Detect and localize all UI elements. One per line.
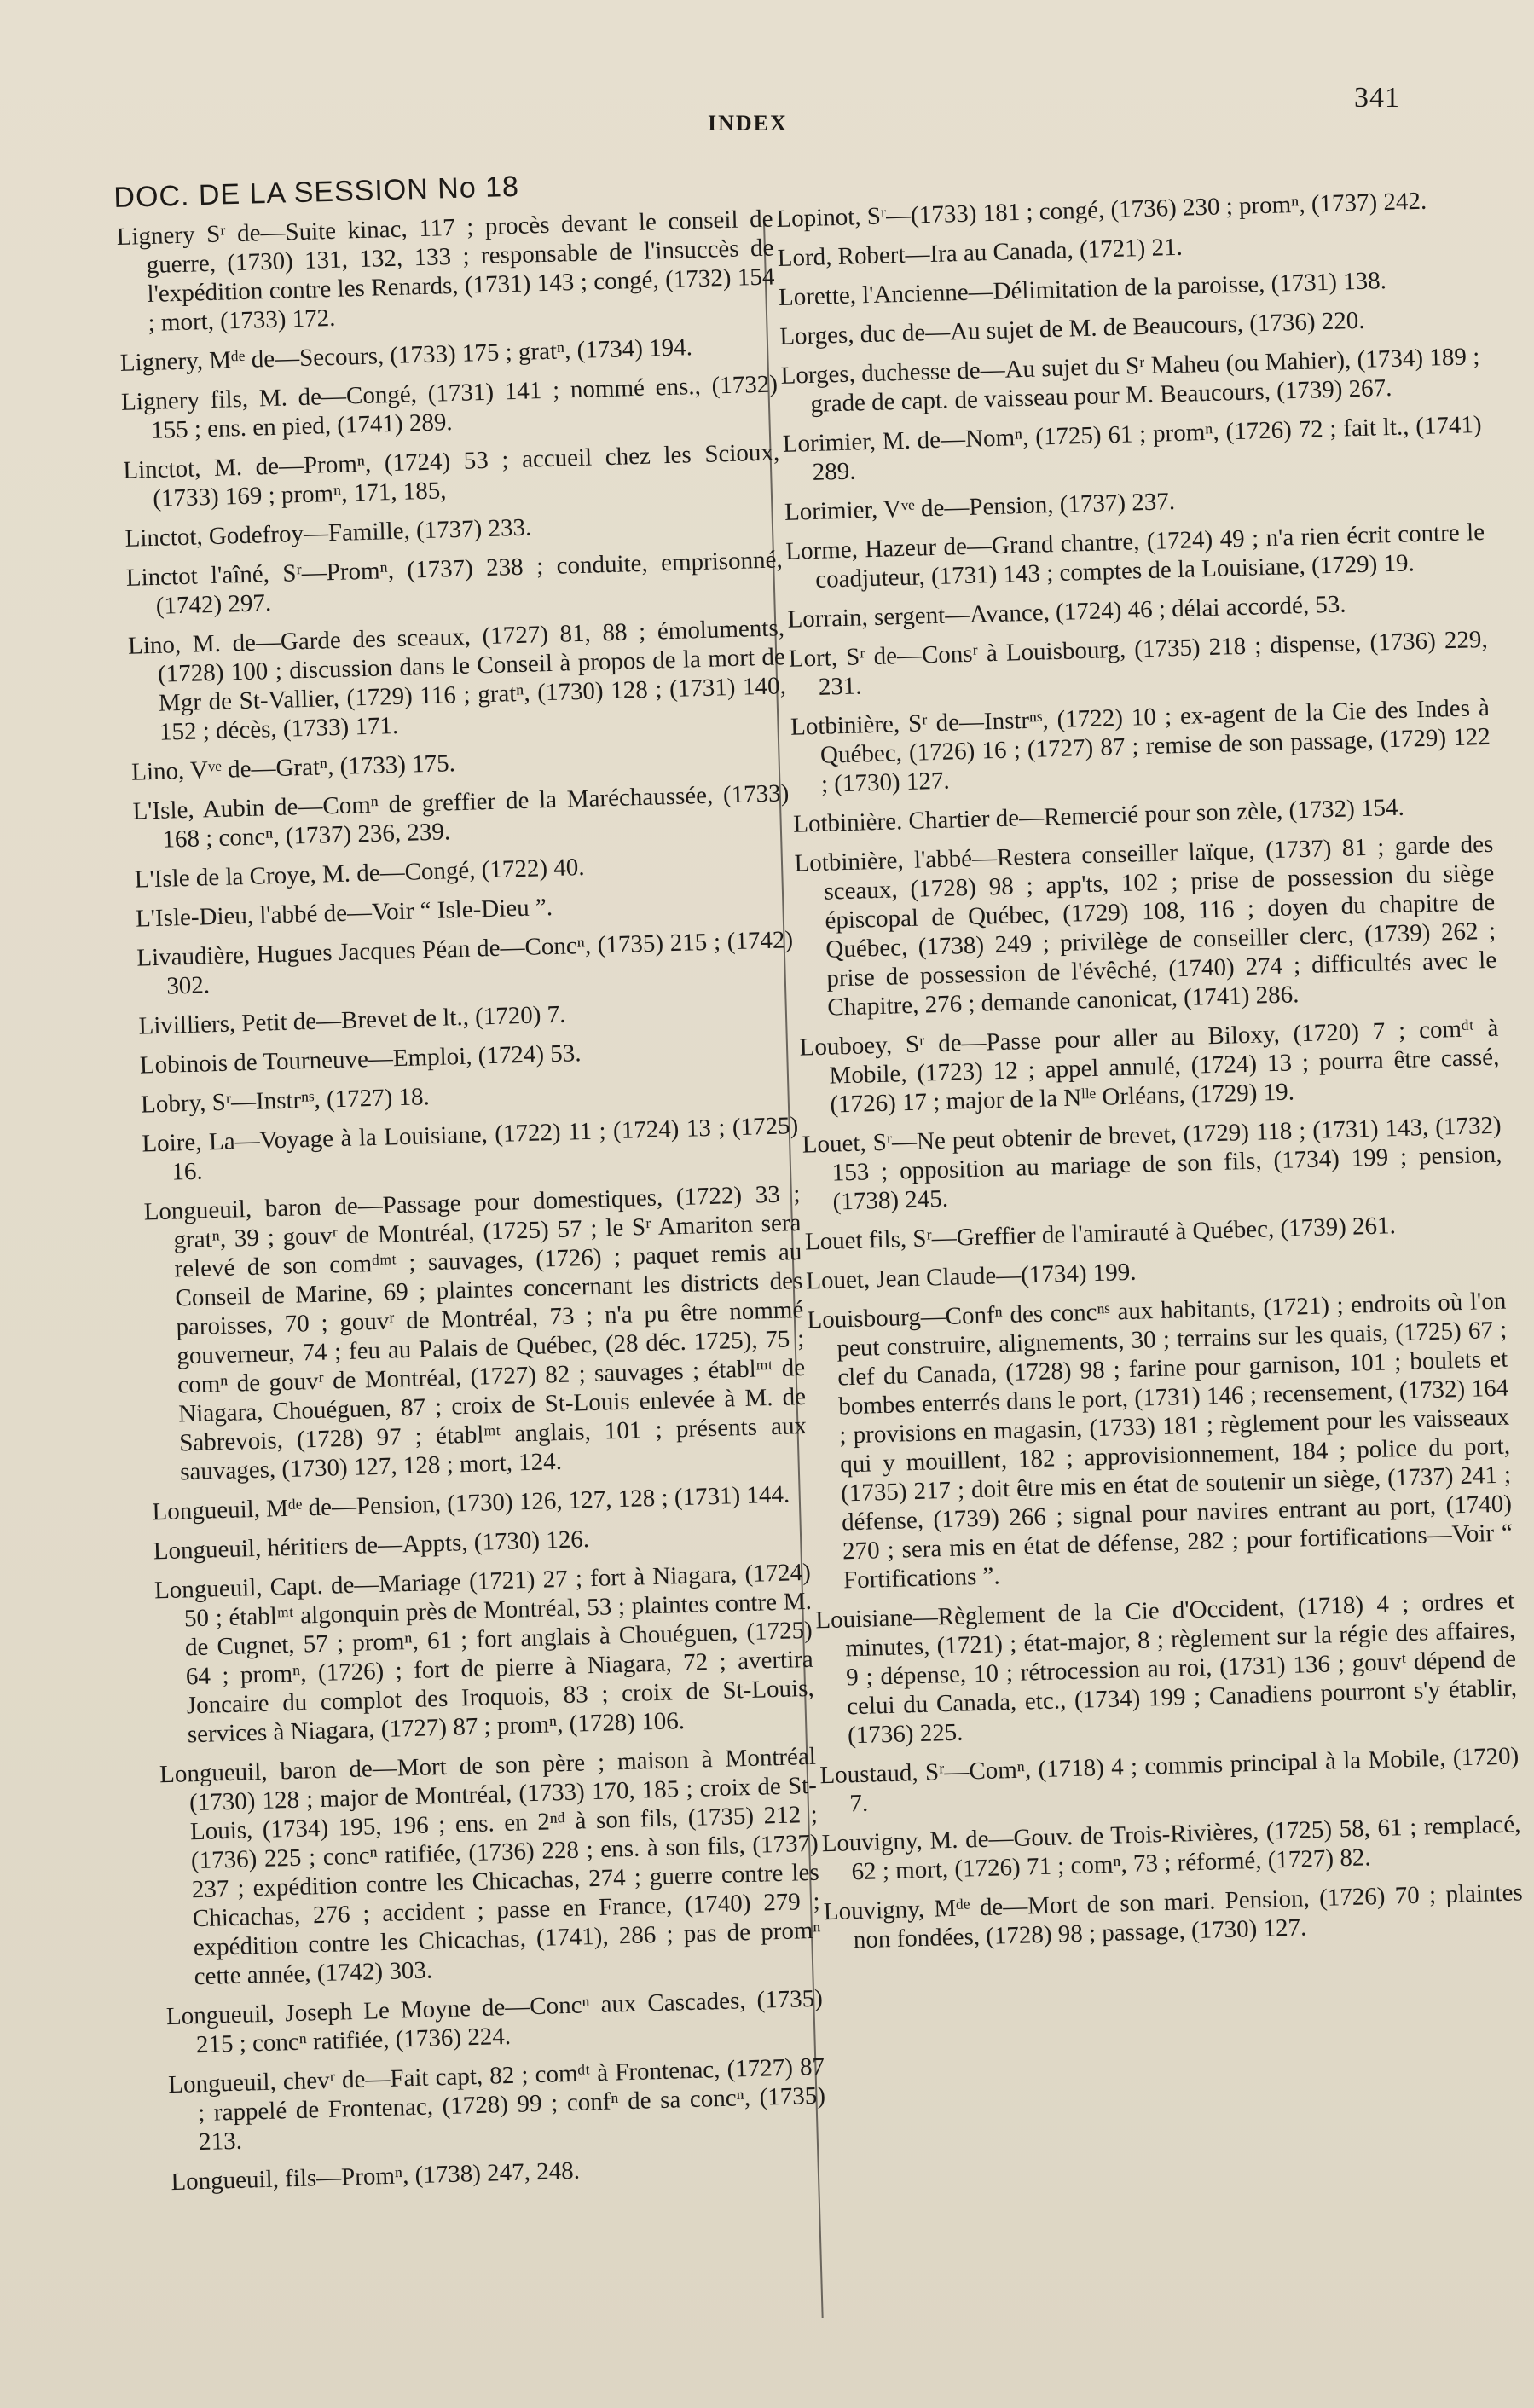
index-entry: Longueuil, chevʳ de—Fait capt, 82 ; comᵈᵗ à Frontenac, (1727) 87 ; rappelé de Frontenac, (1728) 99 ; confⁿ de sa concⁿ, (1735) 213. bbox=[167, 2052, 826, 2156]
index-entry: Longueuil, Mᵈᵉ de—Pension, (1730) 126, 127, 128 ; (1731) 144. bbox=[152, 1480, 790, 1526]
index-entry: Louisiane—Règlement de la Cie d'Occident, (1718) 4 ; ordres et minutes, (1721) ; état-major, 8 ; règlement sur la régie des affaires, 9 ; dépense, 10 ; rétrocession au roi, (1731) 136 ; gouvᵗ dépend de celui du Canada, etc., (1734) 199 ; Canadiens pourront s'y établir, (1736) 225. bbox=[814, 1587, 1518, 1750]
index-entry: Lort, Sʳ de—Consʳ à Louisbourg, (1735) 218 ; dispense, (1736) 229, 231. bbox=[788, 625, 1489, 701]
index-entry: Lord, Robert—Ira au Canada, (1721) 21. bbox=[777, 233, 1184, 272]
index-entry: Linctot, M. de—Promⁿ, (1724) 53 ; accueil chez les Scioux, (1733) 169 ; promⁿ, 171, 185, bbox=[122, 438, 780, 512]
index-entry: L'Isle-Dieu, l'abbé de—Voir “ Isle-Dieu ”. bbox=[135, 894, 553, 933]
page-number: 341 bbox=[1354, 82, 1400, 113]
index-entry: Loire, La—Voyage à la Louisiane, (1722) 11 ; (1724) 13 ; (1725) 16. bbox=[142, 1112, 799, 1186]
index-entry: Lorrain, sergent—Avance, (1724) 46 ; délai accordé, 53. bbox=[787, 590, 1347, 634]
index-entry: Livaudière, Hugues Jacques Péan de—Concⁿ, (1735) 215 ; (1742) 302. bbox=[136, 926, 794, 1000]
index-entry: Louet, Jean Claude—(1734) 199. bbox=[805, 1258, 1137, 1295]
index-entry: Lobinois de Tourneuve—Emploi, (1724) 53. bbox=[139, 1039, 582, 1080]
index-entry: Lino, M. de—Garde des sceaux, (1727) 81, 88 ; émoluments, (1728) 100 ; discussion dans le Conseil à propos de la mort de Mgr de St-Vallier, (1729) 116 ; gratⁿ, (1730) 128 ; (1731) 140, 152 ; décès, (1733) 171. bbox=[127, 614, 787, 746]
index-entry: Longueuil, héritiers de—Appts, (1730) 126. bbox=[153, 1525, 590, 1566]
index-entry: Lobry, Sʳ—Instrⁿˢ, (1727) 18. bbox=[140, 1083, 431, 1119]
index-entry: Louvigny, Mᵈᵉ de—Mort de son mari. Pension, (1726) 70 ; plaintes non fondées, (1728) 98 ; passage, (1730) 127. bbox=[823, 1878, 1524, 1954]
index-entry: Lorimier, Vᵛᵉ de—Pension, (1737) 237. bbox=[784, 488, 1176, 526]
right-entry-list bbox=[776, 185, 1524, 1955]
index-entry: Lopinot, Sʳ—(1733) 181 ; congé, (1736) 230 ; promⁿ, (1737) 242. bbox=[776, 187, 1427, 233]
index-entry: Linctot l'aîné, Sʳ—Promⁿ, (1737) 238 ; conduite, emprisonné, (1742) 297. bbox=[125, 546, 784, 620]
index-entry: L'Isle de la Croye, M. de—Congé, (1722) 40. bbox=[134, 853, 585, 894]
index-entry: Lorette, l'Ancienne—Délimitation de la paroisse, (1731) 138. bbox=[778, 267, 1387, 311]
section-title: DOC. DE LA SESSION No 18 bbox=[113, 170, 520, 215]
index-entry: Louvigny, M. de—Gouv. de Trois-Rivières, (1725) 58, 61 ; remplacé, 62 ; mort, (1726) 71 ; comⁿ, 73 ; réformé, (1727) 82. bbox=[821, 1810, 1521, 1886]
index-entry: Lorme, Hazeur de—Grand chantre, (1724) 49 ; n'a rien écrit contre le coadjuteur, (1731) 143 ; comptes de la Louisiane, (1729) 19. bbox=[784, 518, 1485, 593]
index-entry: Lorges, duc de—Au sujet de M. de Beaucours, (1736) 220. bbox=[779, 306, 1365, 350]
index-entry: Lotbinière. Chartier de—Remercié pour son zèle, (1732) 154. bbox=[792, 793, 1405, 838]
running-head: INDEX bbox=[708, 111, 788, 136]
index-entry: L'Isle, Aubin de—Comⁿ de greffier de la Maréchaussée, (1733) 168 ; concⁿ, (1737) 236, 239. bbox=[132, 779, 790, 854]
index-entry: Lino, Vᵛᵉ de—Gratⁿ, (1733) 175. bbox=[130, 750, 456, 786]
index-entry: Lotbinière, l'abbé—Restera conseiller laïque, (1737) 81 ; garde des sceaux, (1728) 98 ; app'ts, 102 ; prise de possession du siège épiscopal de Québec, (1729) 108, 116 ; doyen du chapitre de Québec, (1738) 249 ; privilège de conseiller clerc, (1739) 262 ; prise de possession de l'évêché, (1740) 274 ; difficultés avec le Chapitre, 276 ; demande canonicat, (1741) 286. bbox=[794, 830, 1497, 1022]
index-entry: Loustaud, Sʳ—Comⁿ, (1718) 4 ; commis principal à la Mobile, (1720) 7. bbox=[819, 1742, 1520, 1818]
index-entry: Lignery fils, M. de—Congé, (1731) 141 ; nommé ens., (1732) 155 ; ens. en pied, (1741) 289. bbox=[120, 370, 779, 444]
index-entry: Lignery, Mᵈᵉ de—Secours, (1733) 175 ; gratⁿ, (1734) 194. bbox=[119, 333, 693, 377]
index-entry: Lorimier, M. de—Nomⁿ, (1725) 61 ; promⁿ, (1726) 72 ; fait lt., (1741) 289. bbox=[782, 411, 1482, 486]
index-entry: Longueuil, baron de—Mort de son père ; maison à Montréal (1730) 128 ; major de Montréal, (1733) 170, 185 ; croix de St-Louis, (1734) 195, 196 ; ens. en 2ⁿᵈ à son fils, (1735) 212 ; (1736) 225 ; concⁿ ratifiée, (1736) 228 ; ens. à son fils, (1737) 237 ; expédition contre les Chicachas, 274 ; guerre contre les Chicachas, 276 ; accident ; passe en France, (1740) 279 ; expédition contre les Chicachas, (1741), 286 ; pas de promⁿ cette année, (1742) 303. bbox=[159, 1742, 821, 1991]
index-entry: Louet fils, Sʳ—Greffier de l'amirauté à Québec, (1739) 261. bbox=[804, 1212, 1397, 1256]
index-entry: Lotbinière, Sʳ de—Instrⁿˢ, (1722) 10 ; ex-agent de la Cie des Indes à Québec, (1726) 16 ; (1727) 87 ; remise de son passage, (1729) 122 ; (1730) 127. bbox=[790, 693, 1491, 798]
index-entry: Louisbourg—Confⁿ des concⁿˢ aux habitants, (1721) ; endroits où l'on peut construire, alignements, 30 ; terrains sur les quais, (1725) 67 ; clef du Canada, (1728) 98 ; farine pour garnison, 101 ; boulets et bombes enterrés dans le port, (1731) 146 ; recensement, (1732) 164 ; provisions en magasin, (1733) 181 ; règlement pour les vaisseaux qui y mouillent, 182 ; approvisionnement, 184 ; police du port, (1735) 217 ; doit être mis en état de soutenir un siège, (1737) 241 ; défense, (1739) 266 ; signal pour navires entrant au port, (1740) 270 ; sera mis en état de défense, 282 ; pour fortifications—Voir “ Fortifications ”. bbox=[807, 1287, 1514, 1595]
index-entry: Louboey, Sʳ de—Passe pour aller au Biloxy, (1720) 7 ; comᵈᵗ à Mobile, (1723) 12 ; appel annulé, (1724) 13 ; pourra être cassé, (1726) 17 ; major de la Nˡˡᵉ Orléans, (1729) 19. bbox=[799, 1014, 1500, 1119]
index-entry: Longueuil, Joseph Le Moyne de—Concⁿ aux Cascades, (1735) 215 ; concⁿ ratifiée, (1736) 224. bbox=[165, 1984, 824, 2059]
index-entry: Lorges, duchesse de—Au sujet du Sʳ Maheu (ou Mahier), (1734) 189 ; grade de capt. de vaisseau pour M. Beaucours, (1739) 267. bbox=[780, 343, 1480, 418]
index-entry: Lignery Sʳ de—Suite kinac, 117 ; procès devant le conseil de guerre, (1730) 131, 132, 133 ; responsable de l'insuccès de l'expédition contre les Renards, (1731) 143 ; congé, (1732) 154 ; mort, (1733) 172. bbox=[116, 205, 775, 337]
index-entry: Livilliers, Petit de—Brevet de lt., (1720) 7. bbox=[138, 1000, 566, 1040]
index-column-left bbox=[115, 165, 828, 2208]
index-entry: Longueuil, fils—Promⁿ, (1738) 247, 248. bbox=[171, 2156, 581, 2197]
index-column-right bbox=[776, 185, 1524, 1965]
left-entry-list bbox=[116, 204, 827, 2197]
index-entry: Linctot, Godefroy—Famille, (1737) 233. bbox=[124, 513, 532, 553]
index-entry: Longueuil, Capt. de—Mariage (1721) 27 ; fort à Niagara, (1724) 50 ; établᵐᵗ algonquin près de Montréal, 53 ; plaintes contre M. de Cugnet, 57 ; promⁿ, 61 ; fort anglais à Chouéguen, (1725) 64 ; promⁿ, (1726) ; fort de pierre à Niagara, 72 ; avertira Joncaire du complot des Iroquois, 83 ; croix de St-Louis, services à Niagara, (1727) 87 ; promⁿ, (1728) 106. bbox=[153, 1558, 815, 1749]
index-entry: Longueuil, baron de—Passage pour domestiques, (1722) 33 ; gratⁿ, 39 ; gouvʳ de Montréal, (1725) 57 ; le Sʳ Amariton sera relevé de son comᵈᵐᵗ ; sauvages, (1726) ; paquet remis au Conseil de Marine, 69 ; plaintes concernant les districts des paroisses, 70 ; gouvʳ de Montréal, 73 ; n'a pu être nommé gouverneur, 74 ; feu au Palais de Québec, (28 déc. 1725), 75 ; comⁿ de gouvʳ de Montréal, (1727) 82 ; sauvages ; établᵐᵗ de Niagara, Chouéguen, 87 ; croix de St-Louis enlevée à M. de Sabrevois, (1728) 97 ; établᵐᵗ anglais, 101 ; présents aux sauvages, (1730) 127, 128 ; mort, 124. bbox=[143, 1180, 808, 1486]
index-entry: Louet, Sʳ—Ne peut obtenir de brevet, (1729) 118 ; (1731) 143, (1732) 153 ; opposition au mariage de son fils, (1734) 199 ; pension, (1738) 245. bbox=[802, 1111, 1502, 1216]
